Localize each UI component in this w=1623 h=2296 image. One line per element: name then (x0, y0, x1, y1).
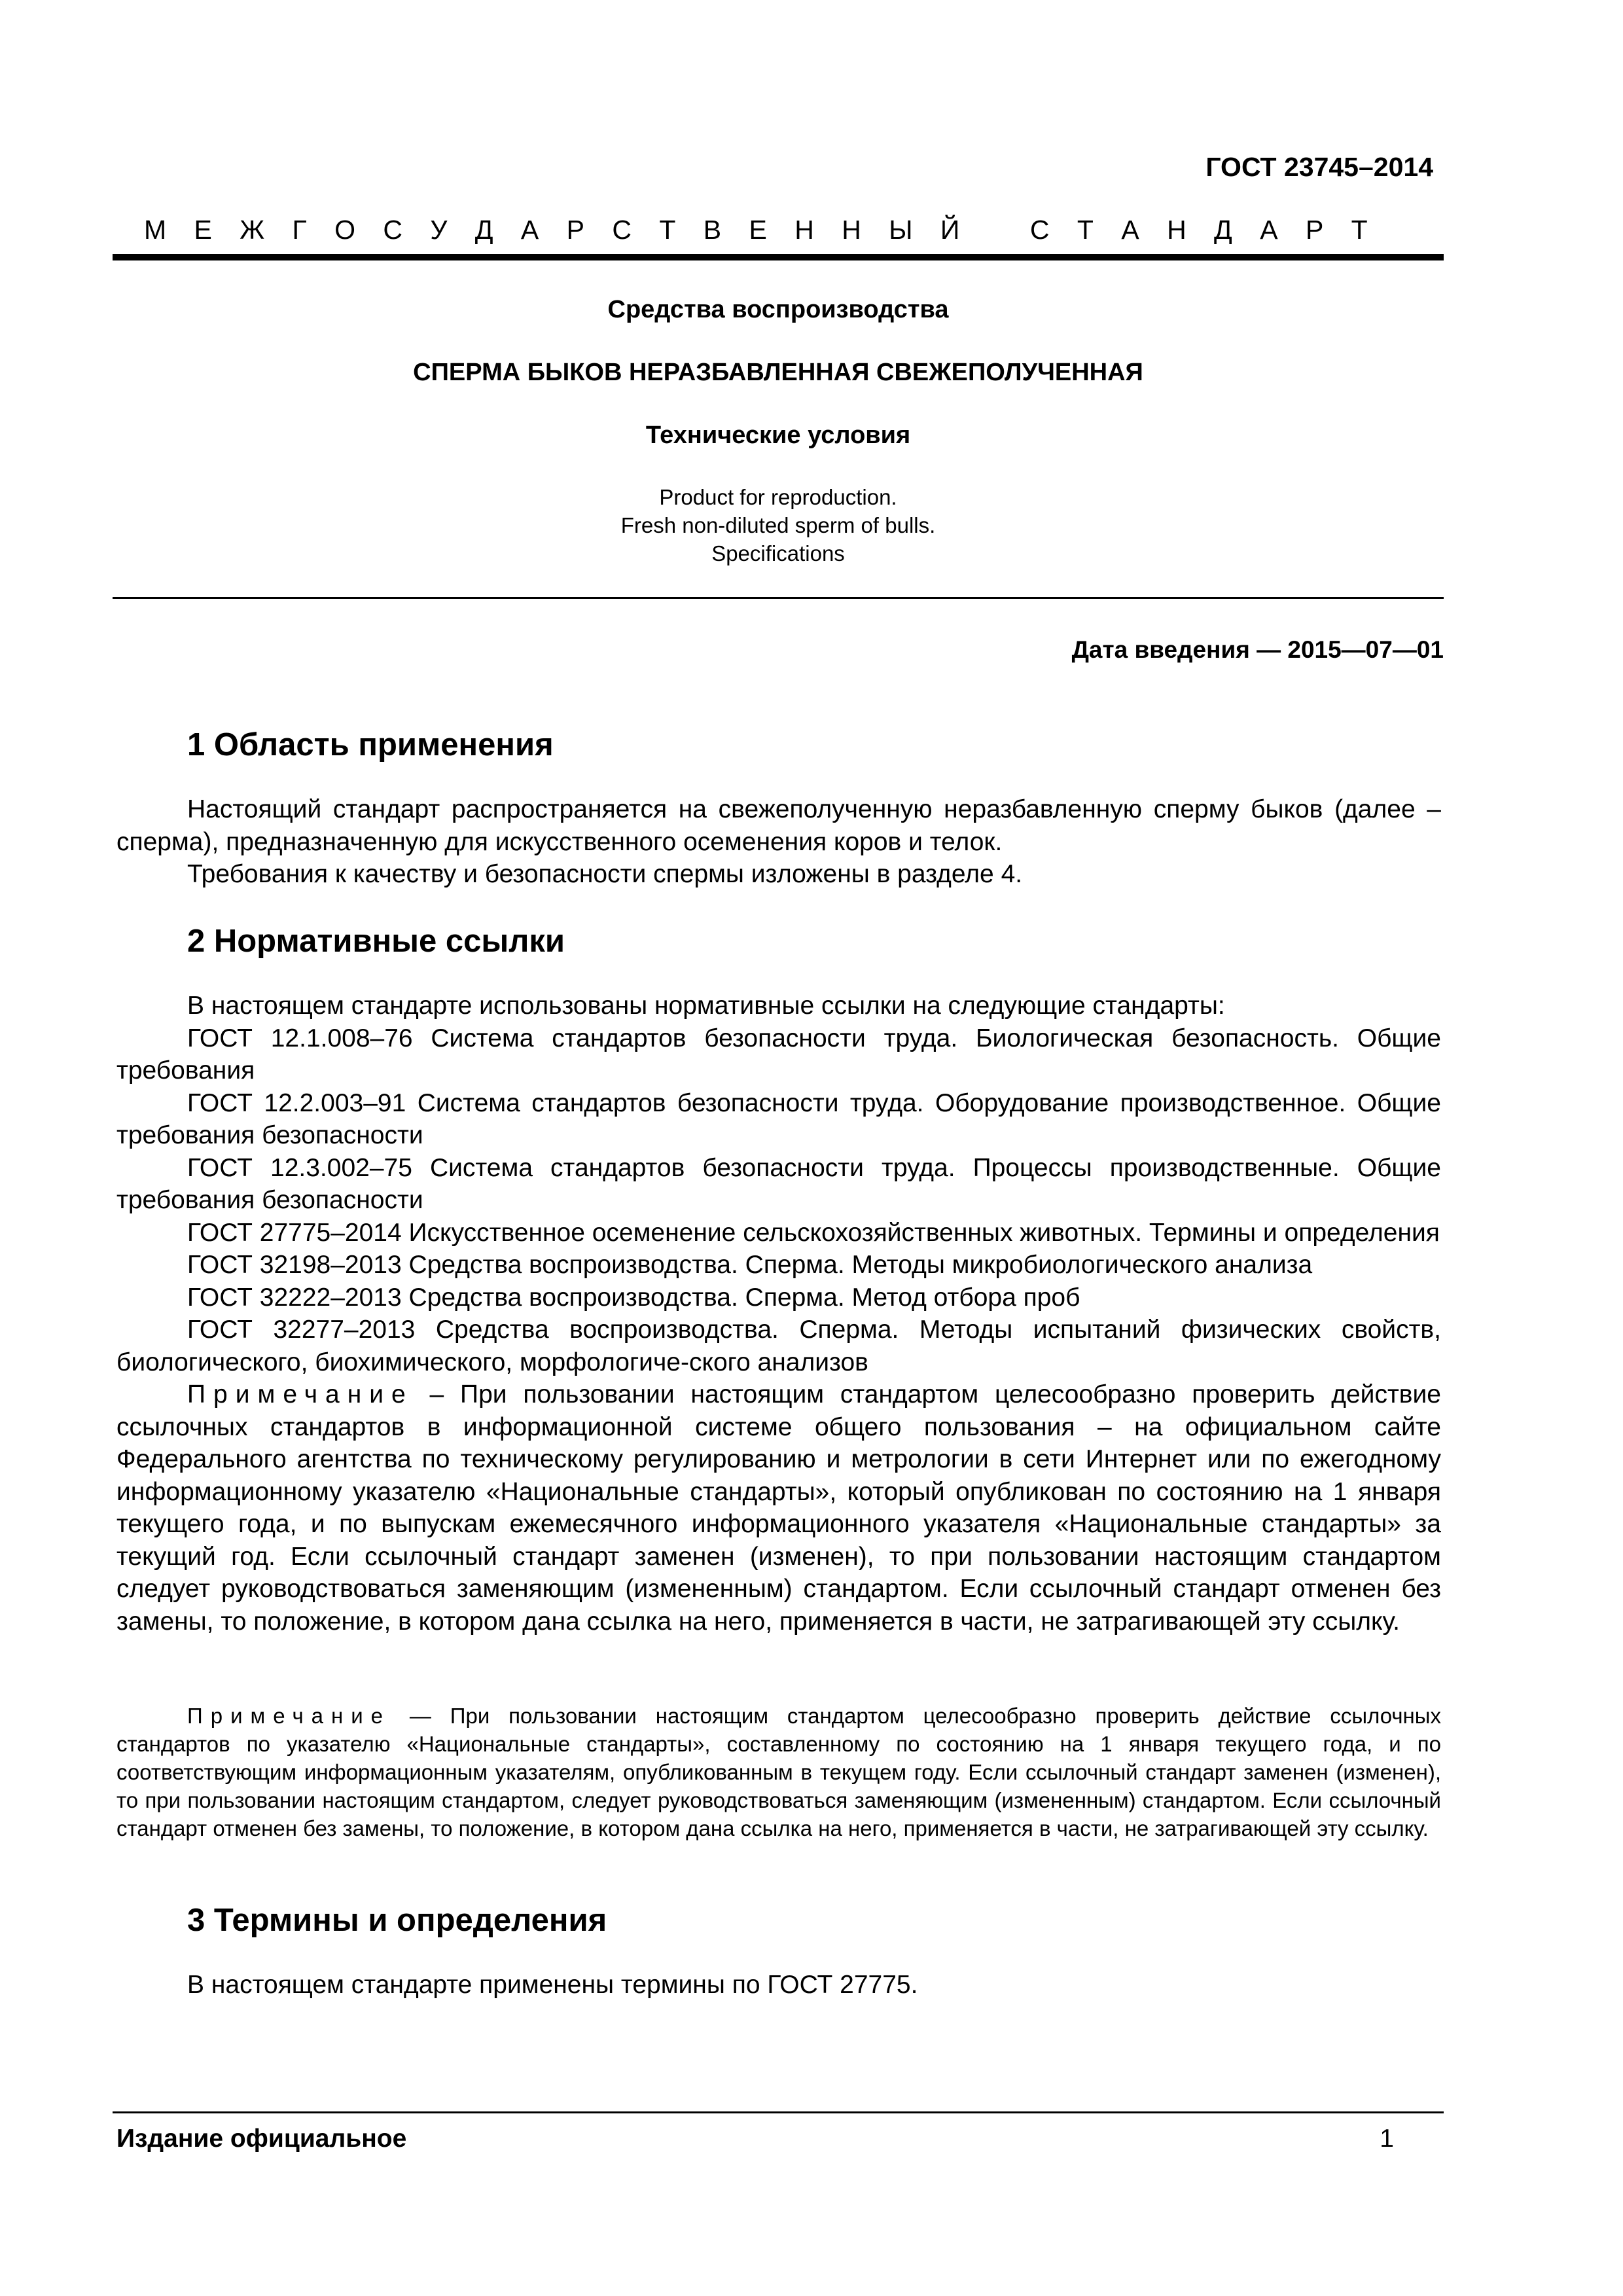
section-3-heading: 3 Термины и определения (187, 1903, 607, 1938)
title-english-line: Specifications (711, 541, 845, 565)
reference-item: ГОСТ 12.3.002–75 Система стандартов безопасности труда. Процессы производственные. Общие требования безопасности (116, 1153, 1441, 1214)
interstate-standard-header (144, 215, 1368, 245)
header-letter: Р (1305, 215, 1324, 245)
header-letter: Г (292, 215, 307, 245)
footer-rule (113, 2111, 1444, 2113)
header-letter: О (334, 215, 355, 245)
header-letter: Е (749, 215, 767, 245)
header-letter: Е (194, 215, 212, 245)
note-text: – При пользовании настоящим стандартом целесообразно проверить действие ссылочных стандартов в информационной системе общего пользования – на официальном сайте Федерального агентства по техническому регулированию и метрологии в сети Интернет или по ежегодному информационному указателю «Национальные стандарты», который опубликован по состоянию на 1 января текущего года, и по выпускам ежемесячного информационного указателя «Национальные стандарты» за текущий год. Если ссылочный стандарт заменен (изменен), то при пользовании настоящим стандартом следует руководствоваться заменяющим (измененным) стандартом. Если ссылочный стандарт отменен без замены, то положение, в котором дана ссылка на него, применяется в части, не затрагивающей эту ссылку. (116, 1380, 1441, 1636)
header-letter: А (520, 215, 539, 245)
reference-item: ГОСТ 12.1.008–76 Система стандартов безопасности труда. Биологическая безопасность. Общие требования (116, 1024, 1441, 1085)
paragraph: В настоящем стандарте использованы нормативные ссылки на следующие стандарты: (187, 992, 1225, 1020)
title-subtitle: Технические условия (645, 422, 911, 449)
header-letter: Й (940, 215, 960, 245)
header-letter: В (703, 215, 722, 245)
header-letter: А (1260, 215, 1278, 245)
header-letter: Т (1351, 215, 1368, 245)
section-2-note-2 (116, 1702, 1441, 1842)
header-letter: Н (1167, 215, 1186, 245)
reference-item: ГОСТ 32198–2013 Средства воспроизводства. Сперма. Методы микробиологического анализа (187, 1251, 1313, 1279)
reference-item: ГОСТ 27775–2014 Искусственное осеменение сельскохозяйственных животных. Термины и определения (187, 1218, 1440, 1247)
reference-item: ГОСТ 32277–2013 Средства воспроизводства. Сперма. Методы испытаний физических свойств, биологического, биохимического, морфологиче-ского анализов (116, 1316, 1441, 1376)
header-letter: С (612, 215, 632, 245)
header-letter: С (1029, 215, 1050, 245)
header-letter: Ж (240, 215, 265, 245)
title-rule (113, 597, 1444, 599)
official-edition-label: Издание официальное (116, 2125, 407, 2153)
paragraph: Требования к качеству и безопасности спермы изложены в разделе 4. (187, 860, 1023, 888)
header-letter: Д (1214, 215, 1232, 245)
paragraph: Настоящий стандарт распространяется на свежеполученную неразбавленную сперму быков (далее – сперма), предназначенную для искусственного осеменения коров и телок. (116, 795, 1441, 856)
header-letter: Т (1077, 215, 1094, 245)
title-english-line: Fresh non-diluted sperm of bulls. (620, 513, 936, 537)
header-rule (113, 254, 1444, 260)
title-main: СПЕРМА БЫКОВ НЕРАЗБАВЛЕННАЯ СВЕЖЕПОЛУЧЕННАЯ (413, 359, 1143, 386)
title-english (113, 483, 1444, 567)
title-english-line: Product for reproduction. (659, 485, 897, 509)
section-1-body (116, 793, 1441, 891)
note-label: Примечание (187, 1380, 414, 1408)
reference-item: ГОСТ 32222–2013 Средства воспроизводства. Сперма. Метод отбора проб (187, 1283, 1080, 1312)
header-letter: А (1121, 215, 1139, 245)
header-letter: У (430, 215, 448, 245)
introduction-date: Дата введения — 2015—07—01 (1071, 636, 1444, 663)
paragraph: В настоящем стандарте применены термины по ГОСТ 27775. (187, 1971, 918, 1999)
note-text: — При пользовании настоящим стандартом целесообразно проверить действие ссылочных стандартов по указателю «Национальные стандарты», составленному по состоянию на 1 января текущего года, и по соответствующим информационным указателям, опубликованным в текущем году. Если ссылочный стандарт заменен (изменен), то при пользовании настоящим стандартом, следует руководствоваться заменяющим (измененным) стандартом. Если ссылочный стандарт отменен без замены, то положение, в котором дана ссылка на него, применяется в части, не затрагивающей эту ссылку. (116, 1704, 1441, 1840)
note-label: Примечание (187, 1704, 391, 1728)
page-number: 1 (1380, 2125, 1394, 2153)
section-2-body (116, 990, 1441, 1638)
section-2-heading: 2 Нормативные ссылки (187, 924, 565, 959)
header-letter: Т (659, 215, 676, 245)
header-letter: Н (794, 215, 814, 245)
note-2 (116, 1702, 1441, 1842)
header-letter: С (383, 215, 402, 245)
header-letter: М (144, 215, 167, 245)
header-gap (988, 215, 1003, 245)
section-1-heading: 1 Область применения (187, 727, 554, 762)
note-1 (116, 1378, 1441, 1638)
section-3-body (116, 1969, 1441, 2001)
header-letter: Д (474, 215, 493, 245)
header-letter: Ы (889, 215, 913, 245)
header-letter: Н (842, 215, 861, 245)
reference-item: ГОСТ 12.2.003–91 Система стандартов безопасности труда. Оборудование производственное. Общие требования безопасности (116, 1088, 1441, 1149)
header-letter: Р (566, 215, 585, 245)
document-code: ГОСТ 23745–2014 (1205, 152, 1433, 182)
title-category: Средства воспроизводства (607, 296, 949, 323)
